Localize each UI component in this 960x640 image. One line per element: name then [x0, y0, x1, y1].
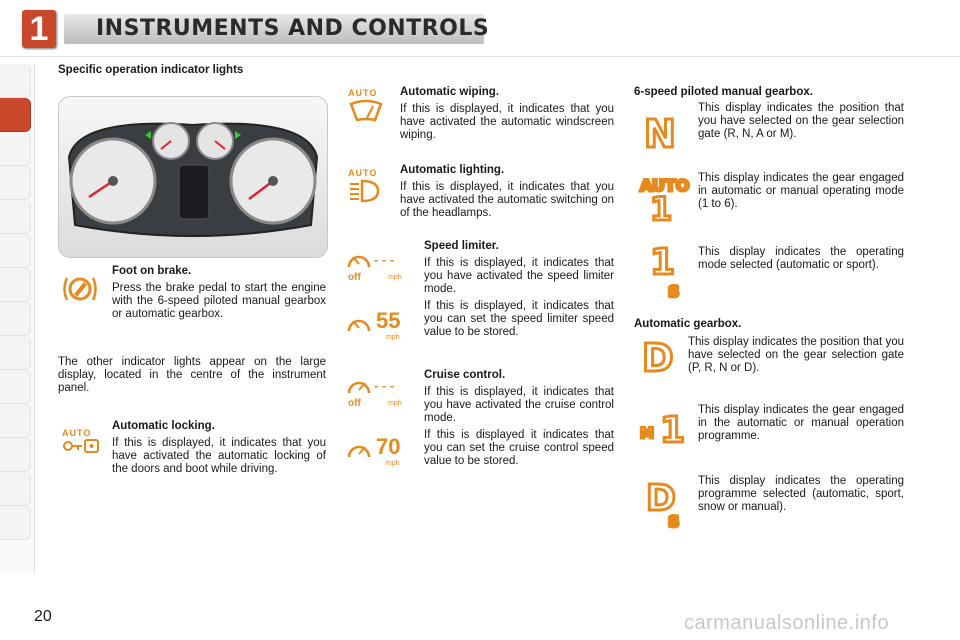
gear-1-icon: 1	[650, 190, 673, 228]
auto-wiping-title: Automatic wiping.	[400, 86, 500, 98]
chapter-tab[interactable]	[0, 370, 31, 404]
cruise-control-value-icon	[346, 436, 410, 472]
instrument-panel-image	[58, 96, 328, 258]
gear-m1-icon: 1	[660, 410, 686, 451]
auto-locking-text: If this is displayed, it indicates that you have activated the automatic locking of the doors and boot while driving.	[112, 437, 326, 475]
gear-n-icon: N	[644, 112, 676, 156]
limiter-off-label: off	[348, 272, 361, 283]
auto-locking-picto-label: AUTO	[62, 428, 92, 438]
auto-lighting-text: If this is displayed, it indicates that you have activated the automatic switching on of the headlamps.	[400, 181, 614, 219]
foot-brake-title: Foot on brake.	[112, 265, 192, 277]
cruise-value-unit: mph	[386, 460, 400, 467]
chapter-tab[interactable]	[0, 302, 31, 336]
cruise-unit: mph	[388, 400, 402, 407]
watermark: carmanualsonline.info	[684, 612, 890, 634]
auto-text-1: This display indicates the position that you have selected on the gear selection gate (P, R, N or D).	[688, 336, 904, 374]
headlamp-icon	[348, 178, 384, 204]
speedometer-icon	[346, 438, 372, 460]
speedometer-icon	[346, 312, 372, 334]
limiter-unit: mph	[388, 274, 402, 281]
auto-wiping-picto-label: AUTO	[348, 88, 378, 98]
gear-d-icon: D	[642, 336, 674, 380]
cruise-control-off-icon	[346, 374, 410, 414]
gear-1-sport-icon: 1	[650, 242, 676, 283]
chapter-tab-active[interactable]	[0, 98, 31, 132]
gear-auto-label: AUTO	[640, 176, 690, 195]
limiter-value: 55	[376, 308, 401, 333]
chapter-tab[interactable]	[0, 404, 31, 438]
foot-brake-text: Press the brake pedal to start the engine with the 6-speed piloted manual gearbox or automatic gearbox.	[112, 282, 326, 320]
piloted-gearbox-title: 6-speed piloted manual gearbox.	[634, 86, 813, 98]
instrument-cluster-icon	[59, 97, 327, 257]
piloted-text-3: This display indicates the operating mode selected (automatic or sport).	[698, 246, 904, 271]
cruise-control-text-2: If this is displayed it indicates that you can set the cruise control speed value to be stored.	[424, 429, 614, 467]
auto-text-3: This display indicates the operating programme selected (automatic, sport, snow or manual).	[698, 475, 904, 513]
chapter-tab[interactable]	[0, 336, 31, 370]
speedometer-icon	[346, 248, 372, 270]
chapter-tab[interactable]	[0, 506, 31, 540]
chapter-tab[interactable]	[0, 234, 31, 268]
manual-m-icon: M	[640, 426, 654, 442]
cruise-dash: - - -	[374, 378, 395, 393]
speed-limiter-value-icon	[346, 310, 410, 346]
cruise-control-text-1: If this is displayed, it indicates that you have activated the cruise control mode.	[424, 386, 614, 424]
page-title: INSTRUMENTS AND CONTROLS	[96, 16, 490, 41]
auto-lighting-picto-label: AUTO	[348, 168, 378, 178]
header-divider	[0, 56, 960, 57]
foot-on-brake-icon	[62, 272, 98, 311]
limiter-value-unit: mph	[386, 334, 400, 341]
speedometer-icon	[346, 374, 372, 396]
page-number: 20	[34, 608, 52, 625]
chapter-number: 1	[22, 10, 56, 48]
sport-s-icon: S	[668, 282, 680, 301]
chapter-tabs	[0, 64, 35, 574]
chapter-tab[interactable]	[0, 166, 31, 200]
speed-limiter-text-1: If this is displayed, it indicates that you have activated the speed limiter mode.	[424, 257, 614, 295]
speed-limiter-off-icon	[346, 248, 410, 288]
auto-gearbox-title: Automatic gearbox.	[634, 318, 742, 330]
chapter-tab[interactable]	[0, 268, 31, 302]
auto-lighting-title: Automatic lighting.	[400, 164, 505, 176]
piloted-text-1: This display indicates the position that you have selected on the gear selection gate (R, N, A or M).	[698, 102, 904, 140]
chapter-tab[interactable]	[0, 132, 31, 166]
auto-text-2: This display indicates the gear engaged in the automatic or manual operation programme.	[698, 404, 904, 442]
auto-locking-title: Automatic locking.	[112, 420, 215, 432]
section-title: Specific operation indicator lights	[58, 64, 244, 76]
sport-s-icon: S	[668, 512, 680, 531]
speed-limiter-text-2: If this is displayed, it indicates that you can set the speed limiter speed value to be stored.	[424, 300, 614, 338]
gear-d-sport-icon: D	[646, 478, 676, 519]
speed-limiter-title: Speed limiter.	[424, 240, 499, 252]
page-header	[0, 0, 960, 56]
auto-wiping-text: If this is displayed, it indicates that you have activated the automatic windscreen wiping.	[400, 103, 614, 141]
cruise-control-title: Cruise control.	[424, 369, 506, 381]
automatic-locking-icon	[62, 428, 100, 459]
windscreen-wiper-icon	[348, 98, 384, 124]
chapter-tab[interactable]	[0, 64, 31, 98]
cruise-off-label: off	[348, 398, 361, 409]
automatic-lighting-icon	[348, 168, 384, 209]
other-lights-text: The other indicator lights appear on the large display, located in the centre of the instrument panel.	[58, 356, 326, 394]
chapter-tab[interactable]	[0, 472, 31, 506]
limiter-dash: - - -	[374, 252, 395, 267]
key-lock-icon	[62, 438, 100, 454]
chapter-tab[interactable]	[0, 200, 31, 234]
automatic-wiping-icon	[348, 88, 384, 129]
cruise-value: 70	[376, 434, 401, 459]
piloted-text-2: This display indicates the gear engaged in automatic or manual operating mode (1 to 6).	[698, 172, 904, 210]
chapter-tab[interactable]	[0, 438, 31, 472]
